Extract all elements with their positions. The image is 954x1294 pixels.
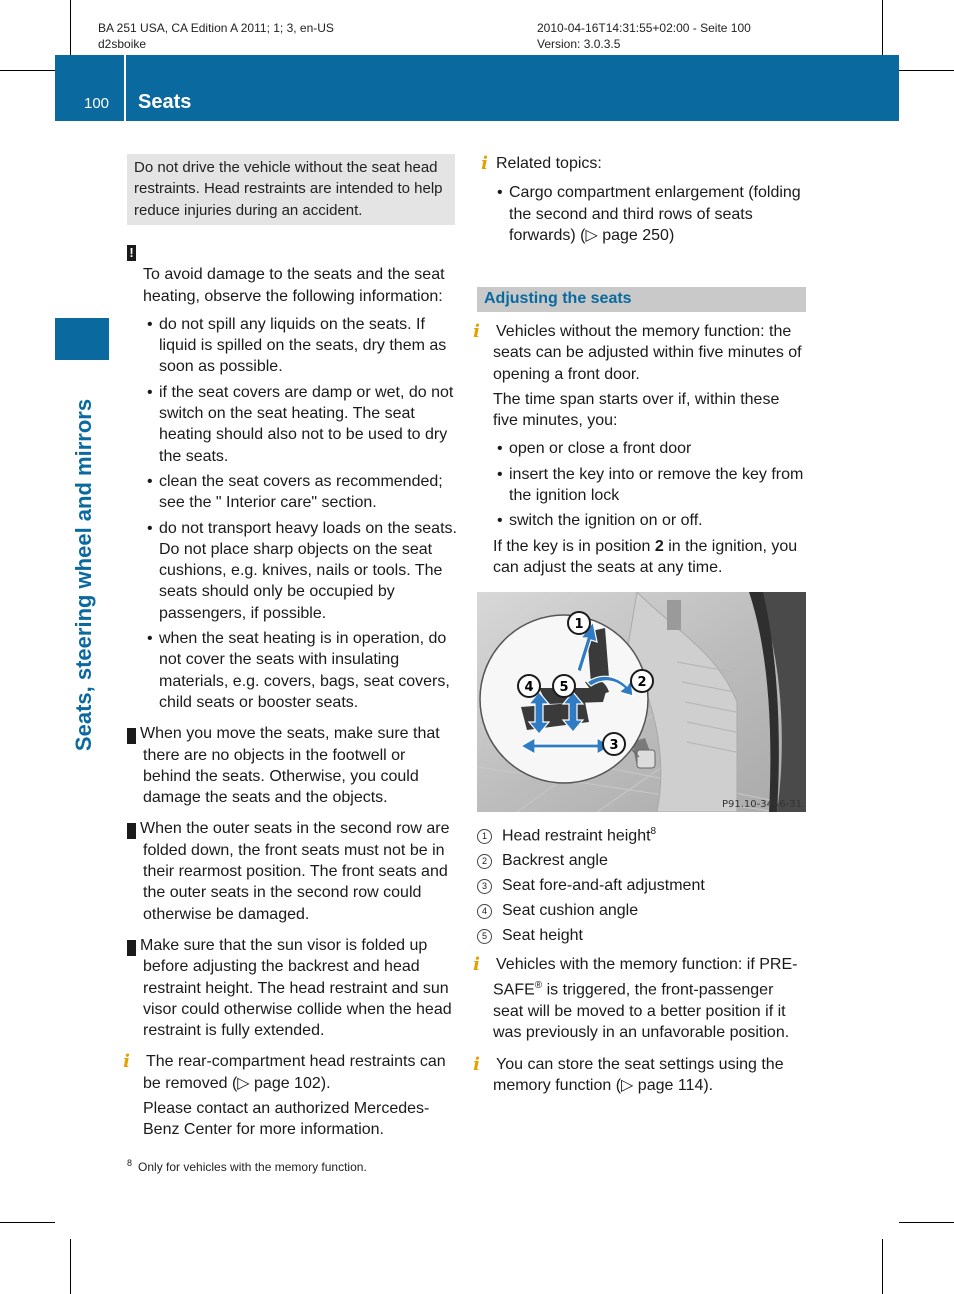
caution-icon: !: [127, 728, 136, 744]
svg-text:1: 1: [574, 617, 584, 632]
crop-mark: [882, 0, 883, 55]
footnote-text: Only for vehicles with the memory function.: [138, 1160, 367, 1174]
footnote: [127, 1158, 367, 1174]
info-text: is triggered, the front-passenger seat will be moved to a better position if it was previously in an unfavorable position.: [493, 981, 790, 1042]
legend-item: [477, 850, 807, 871]
warning-text: Do not drive the vehicle without the seat head restraints. Head restraints are intended to help reduce injuries during an accident.: [134, 159, 443, 219]
condition-bullet: • insert the key into or remove the key from the ignition lock: [493, 464, 807, 507]
callout-number: 4: [477, 904, 492, 919]
adjusting-text: [473, 321, 807, 578]
crop-mark: [0, 70, 55, 71]
caution-bullet: • clean the seat covers as recommended; see the " Interior care" section.: [143, 471, 457, 514]
info-text: The rear-compartment head restraints can be removed (▷ page 102).: [143, 1053, 446, 1092]
note-text: When you move the seats, make sure that there are no objects in the footwell or behind the seats. Otherwise, you could damage the seats and the objects.: [140, 725, 440, 807]
footnote-ref: 8: [650, 826, 657, 837]
info-note: [473, 954, 807, 1044]
memory-notes: [473, 954, 807, 1096]
legend-item: [477, 925, 807, 946]
meta-line: 2010-04-16T14:31:55+02:00 - Seite 100: [537, 21, 751, 35]
callout-number: 3: [477, 879, 492, 894]
caution-icon: !: [127, 940, 136, 956]
section-heading: [477, 287, 806, 312]
warning-box: [127, 154, 455, 225]
caution-bullet: • when the seat heating is in operation, do not cover the seats with insulating materials, e.g. covers, bags, seat covers, child seats or booster seats.: [143, 628, 457, 713]
related-title: [477, 153, 807, 174]
chapter-title: Seats, steering wheel and mirrors: [71, 398, 96, 752]
info-follow: Please contact an authorized Mercedes-Benz Center for more information.: [143, 1099, 430, 1139]
info-note: [473, 321, 807, 385]
figure-legend: [477, 821, 807, 946]
related-link[interactable]: Cargo compartment enlargement (folding the second and third rows of seats forwards) (▷ page 250): [509, 184, 801, 244]
page-number: 100: [84, 95, 110, 112]
svg-text:3: 3: [609, 738, 619, 753]
legend-text: Seat cushion angle: [502, 902, 639, 920]
info-note: [123, 1051, 457, 1094]
legend-text: Head restraint height: [502, 827, 651, 845]
legend-item: [477, 900, 807, 921]
info-icon: i: [481, 153, 488, 174]
legend-item: [477, 821, 807, 846]
key-position-text: [477, 536, 807, 579]
svg-text:2: 2: [637, 675, 647, 690]
info-icon: i: [473, 321, 480, 342]
key-text: in the ignition, you can adjust the seats at any time.: [493, 537, 798, 576]
meta-line: Version: 3.0.3.5: [537, 37, 621, 51]
svg-text:5: 5: [559, 680, 569, 695]
callout-number: 2: [477, 854, 492, 869]
info-icon: i: [473, 954, 480, 975]
caution-note: [121, 935, 457, 1041]
footnote-number: 8: [127, 1158, 133, 1168]
print-meta-left: [98, 20, 334, 52]
caution-note: [121, 723, 457, 808]
info-note: [473, 1053, 807, 1097]
caution-note: [121, 818, 457, 924]
page-title: Seats: [138, 91, 192, 113]
side-tab-marker: [55, 318, 109, 360]
legend-item: [477, 875, 807, 896]
callout-number: 1: [477, 829, 492, 844]
related-item: [493, 182, 807, 246]
figure-code: P91.10-3446-31: [721, 799, 802, 810]
caution-bullet: • do not transport heavy loads on the seats. Do not place sharp objects on the seat cushions, e.g. knives, nails or tools. The seats should only be occupied by passengers, if possible.: [143, 518, 457, 624]
svg-text:4: 4: [524, 680, 534, 695]
caution-bullet: • do not spill any liquids on the seats. If liquid is spilled on the seats, dry them as soon as possible.: [143, 314, 457, 378]
header-divider: [124, 55, 126, 121]
crop-mark: [899, 70, 954, 71]
condition-bullet: • open or close a front door: [493, 438, 807, 459]
print-meta-right: [537, 20, 751, 52]
meta-line: BA 251 USA, CA Edition A 2011; 1; 3, en-US: [98, 21, 334, 35]
crop-mark: [882, 1239, 883, 1294]
seat-adjustment-figure: [477, 592, 806, 812]
caution-icon: !: [127, 823, 136, 839]
legend-text: Seat fore-and-aft adjustment: [502, 877, 705, 895]
caution-intro: To avoid damage to the seats and the seat heating, observe the following information:: [143, 266, 445, 305]
note-text: Make sure that the sun visor is folded up before adjusting the backrest and head restraint height. The head restraint and sun visor could otherwise collide when the head restraint is fully extended.: [140, 936, 452, 1040]
note-text: When the outer seats in the second row are folded down, the front seats must not be in their rearmost position. The front seats and the outer seats in the second row could otherwise be damaged.: [140, 820, 450, 923]
info-icon: i: [473, 1053, 480, 1075]
info-follow: The time span starts over if, within these five minutes, you:: [493, 390, 780, 430]
related-topics: [477, 153, 807, 246]
info-text: You can store the seat settings using the memory function (▷ page 114).: [493, 1055, 784, 1094]
key-text: If the key is in position: [493, 537, 655, 555]
registered-mark: ®: [534, 980, 543, 992]
crop-mark: [70, 0, 71, 55]
left-column: [121, 240, 457, 1141]
info-icon: i: [123, 1051, 130, 1073]
meta-line: d2sboike: [98, 37, 147, 51]
info-text: Vehicles without the memory function: the seats can be adjusted within five minutes of opening a front door.: [493, 323, 802, 383]
section-title: Adjusting the seats: [484, 290, 632, 307]
legend-text: Backrest angle: [502, 852, 608, 870]
condition-bullet: • switch the ignition on or off.: [493, 510, 807, 531]
crop-mark: [70, 1239, 71, 1294]
info-text: Vehicles with the memory function: if PRE-SAFE: [493, 956, 798, 999]
caution-icon: !: [127, 245, 136, 261]
legend-text: Seat height: [502, 927, 583, 945]
callout-number: 5: [477, 929, 492, 944]
crop-mark: [899, 1222, 954, 1223]
caution-block: [127, 240, 457, 261]
crop-mark: [0, 1222, 55, 1223]
key-position: 2: [654, 537, 664, 555]
related-title-text: Related topics:: [496, 155, 602, 172]
caution-bullet: • if the seat covers are damp or wet, do not switch on the seat heating. The seat heating should also not to be used to dry the seats.: [143, 382, 457, 467]
